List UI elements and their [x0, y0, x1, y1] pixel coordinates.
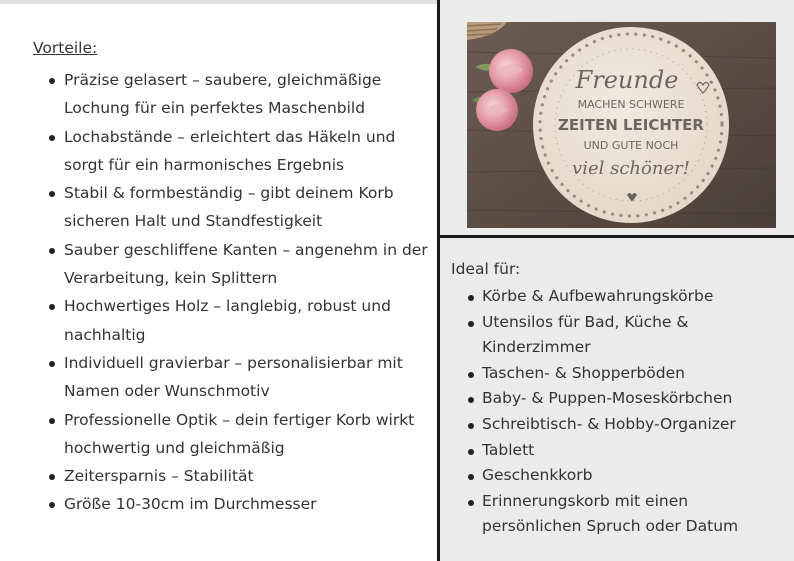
ideal-list	[451, 284, 786, 540]
ideal-heading: Ideal für:	[451, 260, 521, 278]
vorteile-list	[33, 66, 433, 519]
ideal-item: Erinnerungskorb mit einen persönlichen Spruch oder Datum	[451, 489, 786, 540]
photo-line4: UND GUTE NOCH	[583, 139, 679, 152]
vorteile-heading: Vorteile:	[33, 39, 98, 57]
vorteile-item: Stabil & formbeständig – gibt deinem Korb sicheren Halt und Standfestigkeit	[33, 179, 433, 236]
vorteile-item: Sauber geschliffene Kanten – angenehm in der Verarbeitung, kein Splittern	[33, 236, 433, 293]
ideal-item: Geschenkkorb	[451, 463, 786, 489]
vorteile-item: Größe 10-30cm im Durchmesser	[33, 490, 433, 518]
vorteile-section	[33, 38, 433, 519]
ideal-item: Schreibtisch- & Hobby-Organizer	[451, 412, 786, 438]
product-photo	[467, 22, 776, 228]
photo-line1: Freunde	[575, 66, 679, 94]
ideal-item: Utensilos für Bad, Küche & Kinderzimmer	[451, 310, 786, 361]
horizontal-divider	[440, 235, 794, 238]
ideal-item: Tablett	[451, 438, 786, 464]
ideal-item: Baby- & Puppen-Moseskörbchen	[451, 386, 786, 412]
vorteile-item: Lochabstände – erleichtert das Häkeln und sorgt für ein harmonisches Ergebnis	[33, 123, 433, 180]
ideal-section	[451, 259, 786, 540]
top-strip	[0, 0, 438, 4]
vorteile-item: Individuell gravierbar – personalisierbar mit Namen oder Wunschmotiv	[33, 349, 433, 406]
ideal-item: Körbe & Aufbewahrungskörbe	[451, 284, 786, 310]
ideal-item: Taschen- & Shopperböden	[451, 361, 786, 387]
photo-line2: MACHEN SCHWERE	[577, 98, 685, 111]
vorteile-item: Professionelle Optik – dein fertiger Korb wirkt hochwertig und gleichmäßig	[33, 406, 433, 463]
vorteile-item: Zeitersparnis – Stabilität	[33, 462, 433, 490]
vorteile-item: Präzise gelasert – saubere, gleichmäßige Lochung für ein perfektes Maschenbild	[33, 66, 433, 123]
photo-line3: ZEITEN LEICHTER	[558, 116, 704, 134]
vorteile-item: Hochwertiges Holz – langlebig, robust und nachhaltig	[33, 292, 433, 349]
vertical-divider	[437, 0, 440, 561]
photo-line5: viel schöner!	[572, 158, 690, 179]
